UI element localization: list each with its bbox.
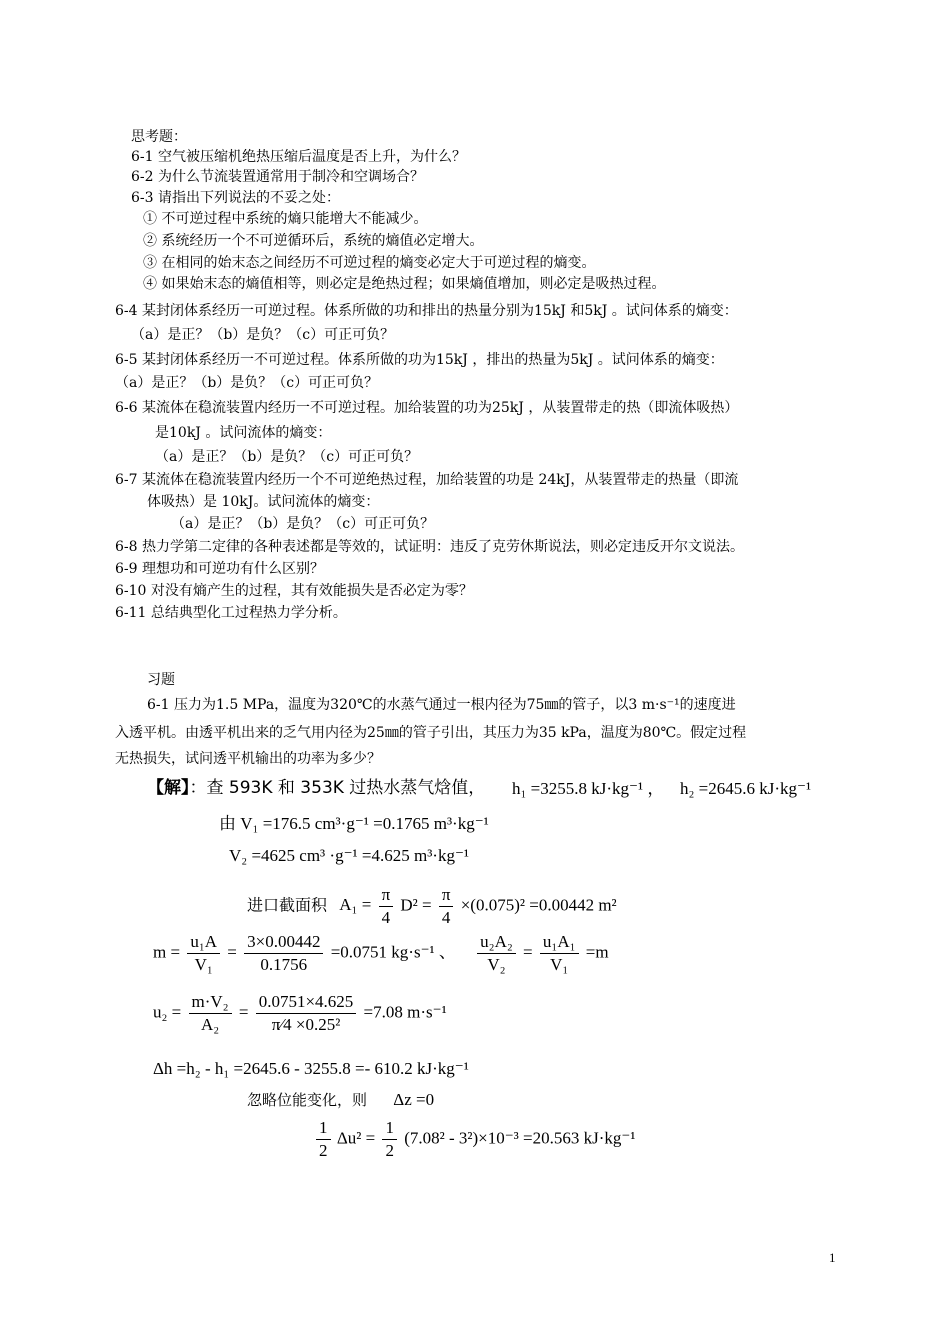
statement-2: ② 系统经历一个不可逆循环后，系统的熵值必定增大。 bbox=[143, 233, 484, 249]
think-title: 思考题： bbox=[131, 129, 187, 145]
enthalpy-h1: h₁ =3255.8 kJ·kg⁻¹ ， bbox=[512, 779, 665, 798]
frac-num: π bbox=[379, 885, 394, 907]
area-rhs: ×(0.075)² =0.00442 m² bbox=[460, 895, 617, 915]
frac-num: 1 bbox=[382, 1118, 397, 1140]
frac-mv2-a2 bbox=[189, 992, 232, 1035]
m-end: =m bbox=[585, 942, 609, 962]
frac-den: 0.1756 bbox=[260, 955, 308, 974]
exercise-6-1-line1: 6-1 压力为1.5 MPa，温度为320℃的水蒸气通过一根内径为75㎜的管子，以3 m·s⁻¹的速度进 bbox=[147, 697, 736, 713]
frac-den: A₂ bbox=[200, 1015, 220, 1034]
frac-one-half-a bbox=[316, 1118, 331, 1161]
area-mid: D² = bbox=[400, 895, 432, 915]
question-6-8: 6-8 热力学第二定律的各种表述都是等效的，试证明：违反了克劳休斯说法，则必定违反开尔文说法。 bbox=[115, 539, 744, 555]
dz-equation: Δz =0 bbox=[393, 1090, 435, 1109]
exercise-6-1-line2: 入透平机。由透平机出来的乏气用内径为25㎜的管子引出，其压力为35 kPa，温度为80℃。假定过程 bbox=[115, 725, 747, 741]
question-6-10: 6-10 对没有熵产生的过程，其有效能损失是否必定为零？ bbox=[115, 583, 473, 599]
inlet-area-equation bbox=[247, 885, 617, 928]
pi-over-4-b bbox=[439, 885, 454, 928]
frac-den: 4 bbox=[441, 908, 451, 927]
question-6-5: 6-5 某封闭体系经历一不可逆过程。体系所做的功为15kJ ，排出的热量为5kJ 。试问体系的熵变： bbox=[115, 352, 724, 368]
frac-values bbox=[244, 932, 323, 975]
m-lhs: m = bbox=[153, 942, 181, 962]
frac-den: 2 bbox=[385, 1141, 394, 1160]
frac-den: V₂ bbox=[487, 955, 506, 974]
question-6-7-options: （a）是正？（b）是负？（c）可正可负？ bbox=[171, 516, 435, 532]
frac-num: 3×0.00442 bbox=[244, 932, 323, 954]
volume-v2: V₂ =4625 cm³ ·g⁻¹ =4.625 m³·kg⁻¹ bbox=[229, 846, 470, 865]
pi-over-4-a bbox=[379, 885, 394, 928]
page-number: 1 bbox=[829, 1250, 836, 1265]
kinetic-energy-equation bbox=[313, 1118, 635, 1161]
volume-v1: 由 V₁ =176.5 cm³·g⁻¹ =0.1765 m³·kg⁻¹ bbox=[219, 814, 489, 833]
question-6-7: 6-7 某流体在稳流装置内经历一个不可逆绝热过程，加给装置的功是 24kJ，从装置带走的热量（即流 bbox=[115, 472, 739, 488]
potential-energy-line bbox=[247, 1089, 434, 1111]
frac-num: 1 bbox=[316, 1118, 331, 1140]
frac-num: u₁A₁ bbox=[540, 932, 579, 954]
question-6-3: 6-3 请指出下列说法的不妥之处： bbox=[131, 190, 340, 206]
question-6-5-options: （a）是正？（b）是负？（c）可正可负？ bbox=[115, 375, 379, 391]
frac-num: m·V₂ bbox=[189, 992, 232, 1014]
frac-num: u₁A bbox=[187, 932, 220, 954]
frac-den: V₁ bbox=[194, 955, 213, 974]
frac-den: V₁ bbox=[550, 955, 569, 974]
question-6-2: 6-2 为什么节流装置通常用于制冷和空调场合？ bbox=[131, 169, 424, 185]
statement-1: ① 不可逆过程中系统的熵只能增大不能减少。 bbox=[143, 211, 428, 227]
solution-line-1 bbox=[147, 777, 485, 799]
ke-mid: Δu² = bbox=[336, 1128, 376, 1148]
question-6-11: 6-11 总结典型化工过程热力学分析。 bbox=[115, 605, 347, 621]
question-6-4: 6-4 某封闭体系经历一可逆过程。体系所做的功和排出的热量分别为15kJ 和5kJ 。试问体系的熵变： bbox=[115, 303, 738, 319]
question-6-4-options: （a）是正？（b）是负？（c）可正可负？ bbox=[131, 327, 395, 343]
ke-rhs: (7.08² - 3²)×10⁻³ =20.563 kJ·kg⁻¹ bbox=[404, 1128, 636, 1148]
exercise-6-1-line3: 无热损失，试问透平机输出的功率为多少？ bbox=[115, 751, 381, 767]
mass-flow-equation: m = $\frac{\text{u₁A}}{\text{V₁}}$ = $\frac{3\times 0.00442}{0.1756}$ =0.0751 kg·s⁻¹ 、 $\frac{\text{u₂A₂}}{\text{V₂}}$ = $\frac{\text{u₁A₁}}{\text{V₁}}$ =m bbox=[153, 932, 609, 974]
question-6-7-cont: 体吸热）是 10kJ。试问流体的熵变： bbox=[147, 494, 380, 510]
frac-u2a2-v2 bbox=[477, 932, 516, 975]
frac-u1a1-v1 bbox=[540, 932, 579, 975]
u2-rhs: =7.08 m·s⁻¹ bbox=[363, 1002, 447, 1022]
frac-den: 4 bbox=[381, 908, 391, 927]
enthalpy-change: Δh =h₂ - h₁ =2645.6 - 3255.8 =- 610.2 kJ·kg⁻¹ bbox=[153, 1059, 469, 1078]
inlet-area-label: 进口截面积 bbox=[247, 895, 328, 915]
statement-4: ④ 如果始末态的熵值相等，则必定是绝热过程；如果熵值增加，则必定是吸热过程。 bbox=[143, 276, 666, 292]
question-6-1: 6-1 空气被压缩机绝热压缩后温度是否上升，为什么？ bbox=[131, 149, 466, 165]
velocity-u2-equation: u₂ = $\frac{\text{m·V₂}}{\text{A₂}}$ = $\frac{0.0751\times 4.625}{\text{π⁄4 ×0.25²}}$ =7.08 m·s⁻¹ bbox=[153, 992, 447, 1034]
question-6-9: 6-9 理想功和可逆功有什么区别？ bbox=[115, 561, 324, 577]
frac-num: π bbox=[439, 885, 454, 907]
solution-label: 【解】 bbox=[147, 778, 190, 798]
area-lhs: A₁ = bbox=[339, 895, 372, 915]
statement-3: ③ 在相同的始末态之间经历不可逆过程的熵变必定大于可逆过程的熵变。 bbox=[143, 255, 596, 271]
frac-num: u₂A₂ bbox=[477, 932, 516, 954]
exercise-title: 习题 bbox=[147, 672, 175, 688]
question-6-6: 6-6 某流体在稳流装置内经历一不可逆过程。加给装置的功为25kJ ，从装置带走的热（即流体吸热） bbox=[115, 400, 739, 416]
frac-u1a-v1 bbox=[187, 932, 220, 975]
frac-num: 0.0751×4.625 bbox=[256, 992, 357, 1014]
frac-u2-values bbox=[256, 992, 357, 1035]
question-6-6-options: （a）是正？（b）是负？（c）可正可负？ bbox=[155, 449, 419, 465]
frac-den: 2 bbox=[319, 1141, 328, 1160]
solution-intro: ：查 593K 和 353K 过热水蒸气焓值， bbox=[189, 778, 486, 798]
u2-lhs: u₂ = bbox=[153, 1002, 182, 1022]
dz-text: 忽略位能变化，则 bbox=[247, 1091, 368, 1109]
m-rhs: =0.0751 kg·s⁻¹ 、 bbox=[330, 942, 456, 962]
question-6-6-cont: 是10kJ 。试问流体的熵变： bbox=[155, 425, 332, 441]
frac-one-half-b bbox=[382, 1118, 397, 1161]
enthalpy-h2: h₂ =2645.6 kJ·kg⁻¹ bbox=[680, 779, 812, 798]
frac-den: π⁄4 ×0.25² bbox=[271, 1015, 341, 1034]
